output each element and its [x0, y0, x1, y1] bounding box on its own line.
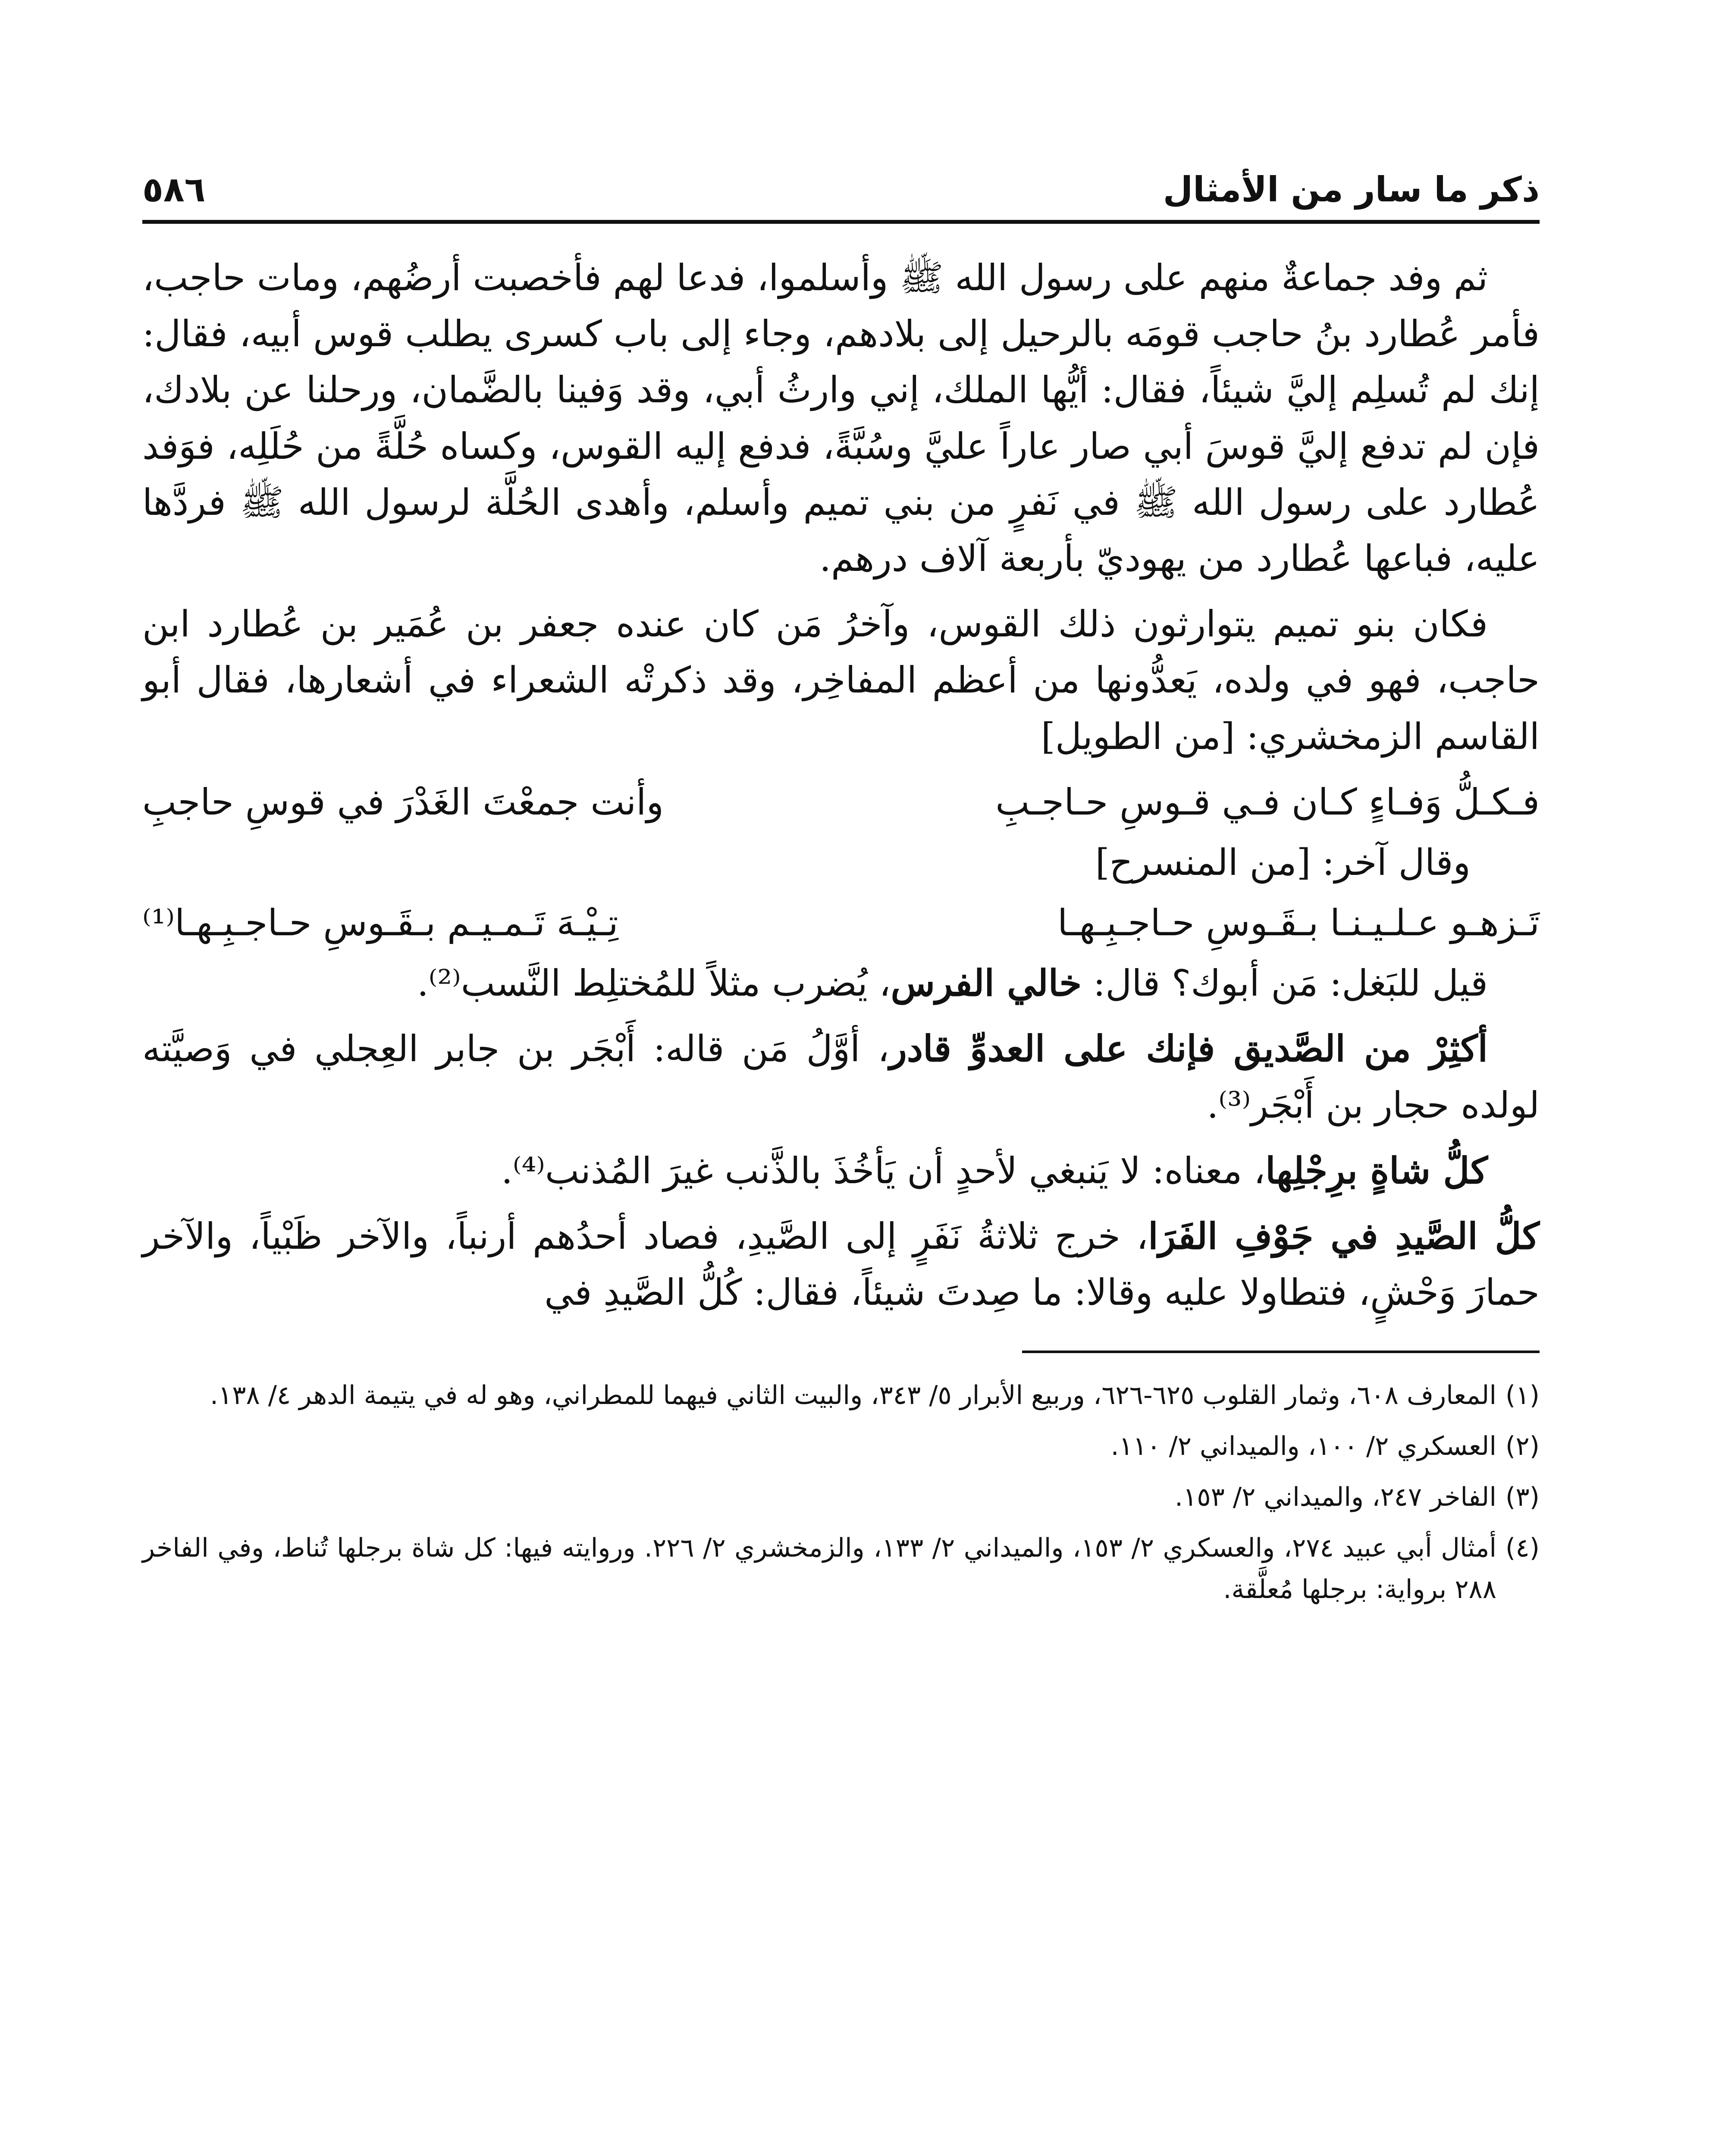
footnote	[142, 1476, 1540, 1518]
main-text	[142, 250, 1540, 1320]
footnote-text: المعارف ٦٠٨، وثمار القلوب ٦٢٥-٦٢٦، وربيع الأبرار ٥/ ٣٤٣، والبيت الثاني فيهما للمطراني، وهو له في يتيمة الدهر ٤/ ١٣٨.	[210, 1380, 1496, 1411]
paragraph-4	[142, 1021, 1540, 1133]
footnote-number: (١)	[1505, 1380, 1540, 1411]
paragraph-3-rest: ، يُضرب مثلاً للمُختلِط النَّسب⁽²⁾.	[417, 962, 891, 1005]
verse-2-second-hemistich: تِـيْـهَ تَـمـيـم بـقَـوسِ حـاجـبِـهـا⁽¹⁾	[142, 902, 618, 944]
verse-1-first-hemistich: فـكـلُّ وَفـاءٍ كـان فـي قـوسِ حـاجـبِ	[995, 780, 1540, 823]
proverb-headword: أكثِرْ من الصَّديق فإنك على العدوِّ قادر	[889, 1027, 1488, 1070]
footnote-number: (٢)	[1505, 1431, 1540, 1462]
proverb-headword: كلُّ الصَّيدِ في جَوْفِ الفَرَا	[1148, 1215, 1540, 1257]
section-title: ذكر ما سار من الأمثال	[1163, 169, 1540, 210]
footnote-number: (٤)	[1505, 1533, 1540, 1564]
footnote	[142, 1375, 1540, 1416]
header-rule	[142, 220, 1540, 224]
paragraph-5	[142, 1143, 1540, 1199]
proverb-headword: خالي الفرس	[891, 962, 1082, 1005]
footnotes	[142, 1375, 1540, 1610]
footnote	[142, 1426, 1540, 1467]
paragraph-6	[142, 1208, 1540, 1320]
paragraph-5-rest: ، معناه: لا يَنبغي لأحدٍ أن يَأخُذَ بالذَّنب غيرَ المُذنب⁽⁴⁾.	[501, 1149, 1266, 1192]
proverb-headword: كلُّ شاةٍ برِجْلِها	[1265, 1149, 1488, 1192]
verse-1-second-hemistich: وأنت جمعْتَ الغَدْرَ في قوسِ حاجبِ	[142, 780, 664, 823]
verse-2	[142, 895, 1540, 951]
footnote	[142, 1527, 1540, 1610]
footnote-text: الفاخر ٢٤٧، والميداني ٢/ ١٥٣.	[1175, 1482, 1496, 1513]
paragraph-1: ثم وفد جماعةٌ منهم على رسول الله ﷺ وأسلموا، فدعا لهم فأخصبت أرضُهم، ومات حاجب، فأمر عُطارد بنُ حاجب قومَه بالرحيل إلى بلادهم، وجاء إلى باب كسرى يطلب قوس أبيه، فقال: إنك لم تُسلِم إليَّ شيئاً، فقال: أيُّها الملك، إني وارثُ أبي، وقد وَفينا بالضَّمان، ورحلنا عن بلادك، فإن لم تدفع إليَّ قوسَ أبي صار عاراً عليَّ وسُبَّةً، فدفع إليه القوس، وكساه حُلَّةً من حُلَلِه، فوَفد عُطارد على رسول الله ﷺ في نَفرٍ من بني تميم وأسلم، وأهدى الحُلَّة لرسول الله ﷺ فردَّها عليه، فباعها عُطارد من يهوديّ بأربعة آلاف درهم.	[142, 257, 1540, 580]
verse-1	[142, 774, 1540, 830]
paragraph-4-rest: ، أوَّلُ مَن قاله: أَبْجَر بن جابر العِجلي في وَصيَّته لولده حجار بن أَبْجَر⁽³⁾.	[142, 1028, 1540, 1126]
paragraph-3	[142, 955, 1540, 1011]
footnote-text: أمثال أبي عبيد ٢٧٤، والعسكري ٢/ ١٥٣، والميداني ٢/ ١٣٣، والزمخشري ٢/ ٢٢٦. وروايته فيها: كل شاة برجلها تُناط، وفي الفاخر ٢٨٨ برواية: برجلها مُعلَّقة.	[142, 1533, 1497, 1605]
footnote-text: العسكري ٢/ ١٠٠، والميداني ٢/ ١١٠.	[1110, 1431, 1496, 1462]
page-number: ٥٨٦	[142, 169, 206, 210]
page-header	[142, 147, 1540, 210]
verse-2-first-hemistich: تَـزهـو عـلـيـنـا بـقَـوسِ حـاجـبِـهـا	[1057, 902, 1540, 944]
paragraph-2: فكان بنو تميم يتوارثون ذلك القوس، وآخرُ مَن كان عنده جعفر بن عُمَير بن عُطارد ابن حاجب، فهو في ولده، يَعدُّونها من أعظم المفاخِر، وقد ذكرتْه الشعراء في أشعارها، فقال أبو القاسم الزمخشري: [من الطويل]	[142, 603, 1540, 758]
paragraph-6-rest: ، خرج ثلاثةُ نَفَرٍ إلى الصَّيدِ، فصاد أحدُهم أرنباً، والآخر ظَبْياً، والآخر حمارَ وَحْشٍ، فتطاولا عليه وقالا: ما صِدتَ شيئاً، فقال: كُلُّ الصَّيدِ في	[142, 1215, 1540, 1314]
verse-2-intro: وقال آخر: [من المنسرح]	[1095, 841, 1471, 884]
paragraph-3-lead: قيل للبَغل: مَن أبوك؟ قال:	[1082, 962, 1488, 1005]
footnote-number: (٣)	[1505, 1482, 1540, 1513]
book-page	[142, 147, 1540, 2156]
footnote-rule	[1022, 1351, 1540, 1353]
